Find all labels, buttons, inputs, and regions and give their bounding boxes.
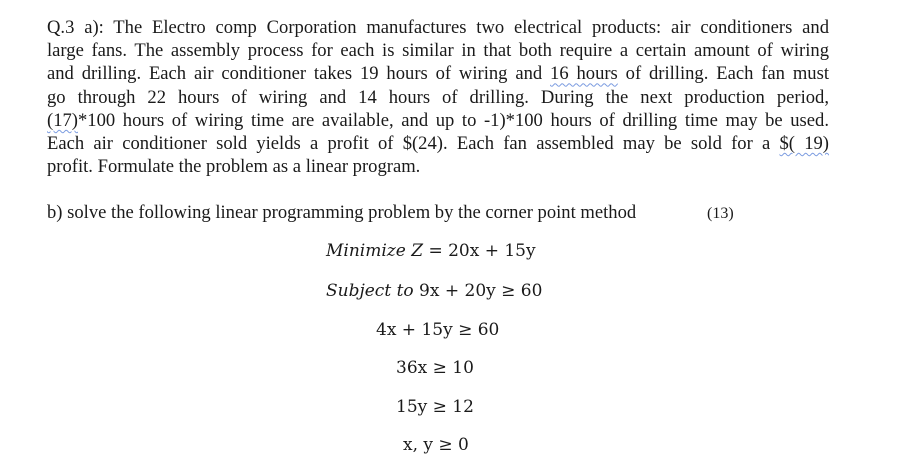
spellcheck-mark: (17) <box>47 109 78 131</box>
question-b-text: b) solve the following linear programming problem by the corner point method <box>47 202 637 223</box>
spellcheck-mark: $( 19) <box>779 133 829 155</box>
objective-expression: = 20x + 15y <box>428 241 536 261</box>
question-b-marks: (13) <box>707 205 734 222</box>
objective-function <box>326 241 536 261</box>
question-a-line-6: Each air conditioner sold yields a profit of $(24). Each fan assembled may be sold for a $( 19) <box>47 133 829 155</box>
question-a-line-7: profit. Formulate the problem as a linear program. <box>47 156 421 178</box>
constraint-3: 36x ≥ 10 <box>396 358 474 378</box>
spellcheck-mark: 16 hours <box>550 63 618 85</box>
question-a-line-1: Q.3 a): The Electro comp Corporation manufactures two electrical products: air conditioners and <box>47 17 829 38</box>
question-a-text <box>47 16 829 178</box>
constraint-4: 15y ≥ 12 <box>396 397 474 417</box>
constraint-1 <box>326 281 542 301</box>
question-a-line-5: (17)*100 hours of wiring time are available, and up to -1)*100 hours of drilling time may be used. <box>47 109 829 131</box>
constraint-1-expression: 9x + 20y ≥ 60 <box>419 281 543 301</box>
constraint-nonnegativity: x, y ≥ 0 <box>403 435 469 455</box>
question-a-line-3: and drilling. Each air conditioner takes 19 hours of wiring and 16 hours of drilling. Each fan must <box>47 63 829 85</box>
question-a-line-4: go through 22 hours of wiring and 14 hours of drilling. During the next production period, <box>47 86 829 108</box>
constraint-2: 4x + 15y ≥ 60 <box>376 320 500 340</box>
objective-label: Minimize Z <box>326 241 424 261</box>
subject-to-label: Subject to <box>326 281 414 301</box>
question-a-line-2: large fans. The assembly process for each is similar in that both require a certain amount of wiring <box>47 40 829 62</box>
